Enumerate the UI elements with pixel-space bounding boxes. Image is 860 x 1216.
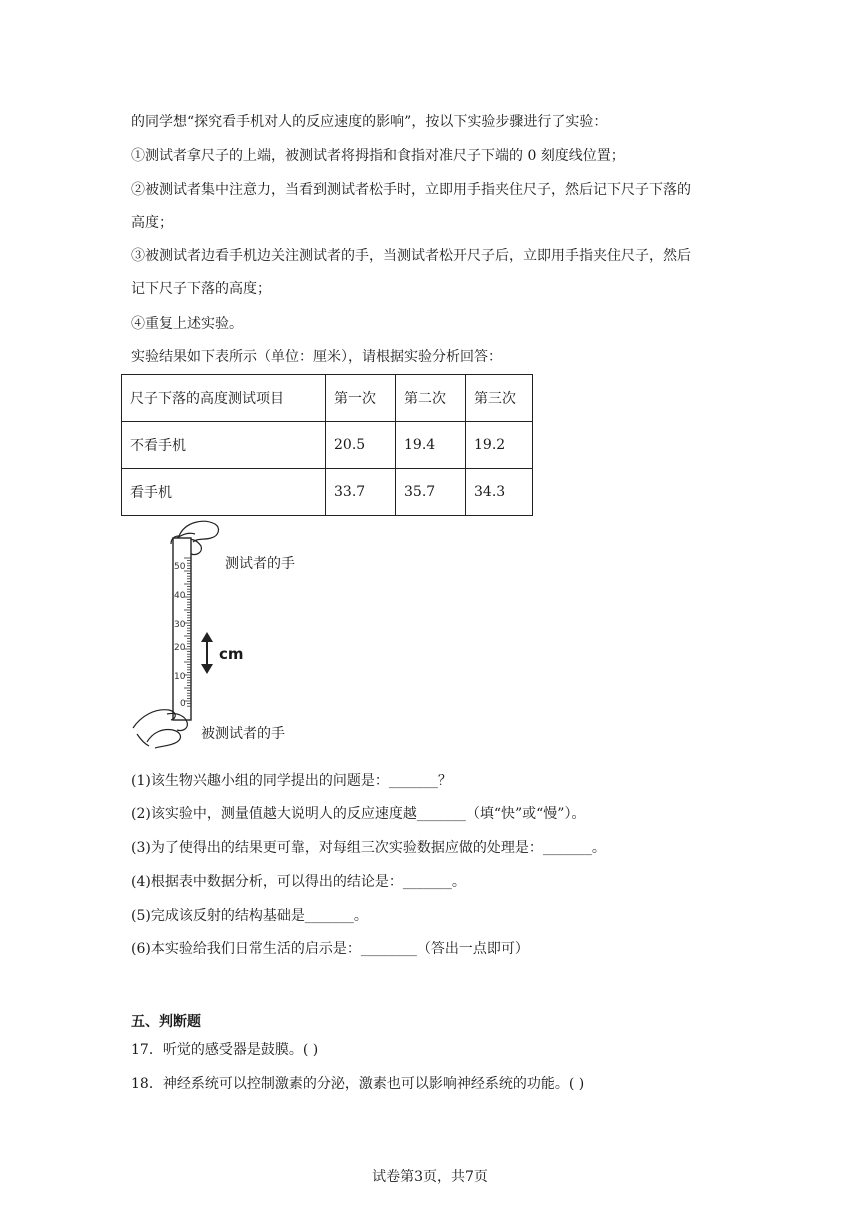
unit-label: cm — [219, 645, 244, 663]
step-4: ④重复上述实验。 — [131, 316, 243, 332]
step-1: ①测试者拿尺子的上端，被测试者将拇指和食指对准尺子下端的 0 刻度线位置； — [131, 148, 625, 164]
table-header-cell: 第二次 — [396, 375, 466, 422]
ruler-tick-label: 40 — [174, 591, 186, 601]
ruler-tick-label: 0 — [180, 699, 186, 709]
tester-hand-label: 测试者的手 — [225, 556, 295, 572]
table-row — [122, 469, 533, 516]
results-table — [121, 374, 533, 516]
table-cell: 35.7 — [396, 469, 466, 516]
question-1: (1)该生物兴趣小组的同学提出的问题是：_______？ — [131, 773, 452, 789]
table-header-cell: 尺子下落的高度测试项目 — [122, 375, 326, 422]
table-cell: 不看手机 — [122, 422, 326, 469]
ruler-tick-label: 20 — [174, 643, 186, 653]
question-4: (4)根据表中数据分析，可以得出的结论是：_______。 — [131, 874, 466, 890]
table-intro: 实验结果如下表所示（单位：厘米），请根据实验分析回答： — [131, 349, 502, 365]
question-17: 17．听觉的感受器是鼓膜。( ) — [131, 1042, 319, 1058]
table-cell: 33.7 — [326, 469, 396, 516]
ruler-figure — [127, 516, 327, 752]
ruler-tick-label: 10 — [174, 672, 186, 682]
ruler-tick-label: 50 — [174, 562, 186, 572]
subject-hand-label: 被测试者的手 — [201, 726, 285, 742]
step-3: ③被测试者边看手机边关注测试者的手，当测试者松开尺子后，立即用手指夹住尺子，然后 — [131, 248, 691, 264]
table-cell: 20.5 — [326, 422, 396, 469]
step-3-cont: 记下尺子下落的高度； — [131, 281, 271, 297]
question-18: 18．神经系统可以控制激素的分泌，激素也可以影响神经系统的功能。( ) — [131, 1076, 585, 1092]
question-5: (5)完成该反射的结构基础是_______。 — [131, 908, 368, 924]
table-cell: 19.4 — [396, 422, 466, 469]
table-cell: 看手机 — [122, 469, 326, 516]
section-title: 五、判断题 — [131, 1014, 201, 1030]
table-header-cell: 第一次 — [326, 375, 396, 422]
table-header-row — [122, 375, 533, 422]
question-3: (3)为了使得出的结果更可靠，对每组三次实验数据应做的处理是：_______。 — [131, 840, 606, 856]
step-2-cont: 高度； — [131, 215, 173, 231]
question-2: (2)该实验中，测量值越大说明人的反应速度越_______（填“快”或“慢”）。 — [131, 806, 586, 822]
table-cell: 19.2 — [466, 422, 533, 469]
intro-text: 的同学想“探究看手机对人的反应速度的影响”，按以下实验步骤进行了实验： — [131, 114, 608, 130]
table-cell: 34.3 — [466, 469, 533, 516]
question-6: (6)本实验给我们日常生活的启示是：________（答出一点即可） — [131, 941, 529, 957]
double-arrow-icon — [201, 632, 213, 674]
table-header-cell: 第三次 — [466, 375, 533, 422]
step-2: ②被测试者集中注意力，当看到测试者松手时，立即用手指夹住尺子，然后记下尺子下落的 — [131, 182, 691, 198]
table-row — [122, 422, 533, 469]
ruler-tick-label: 30 — [174, 620, 186, 630]
page-footer: 试卷第3页，共7页 — [372, 1169, 488, 1185]
